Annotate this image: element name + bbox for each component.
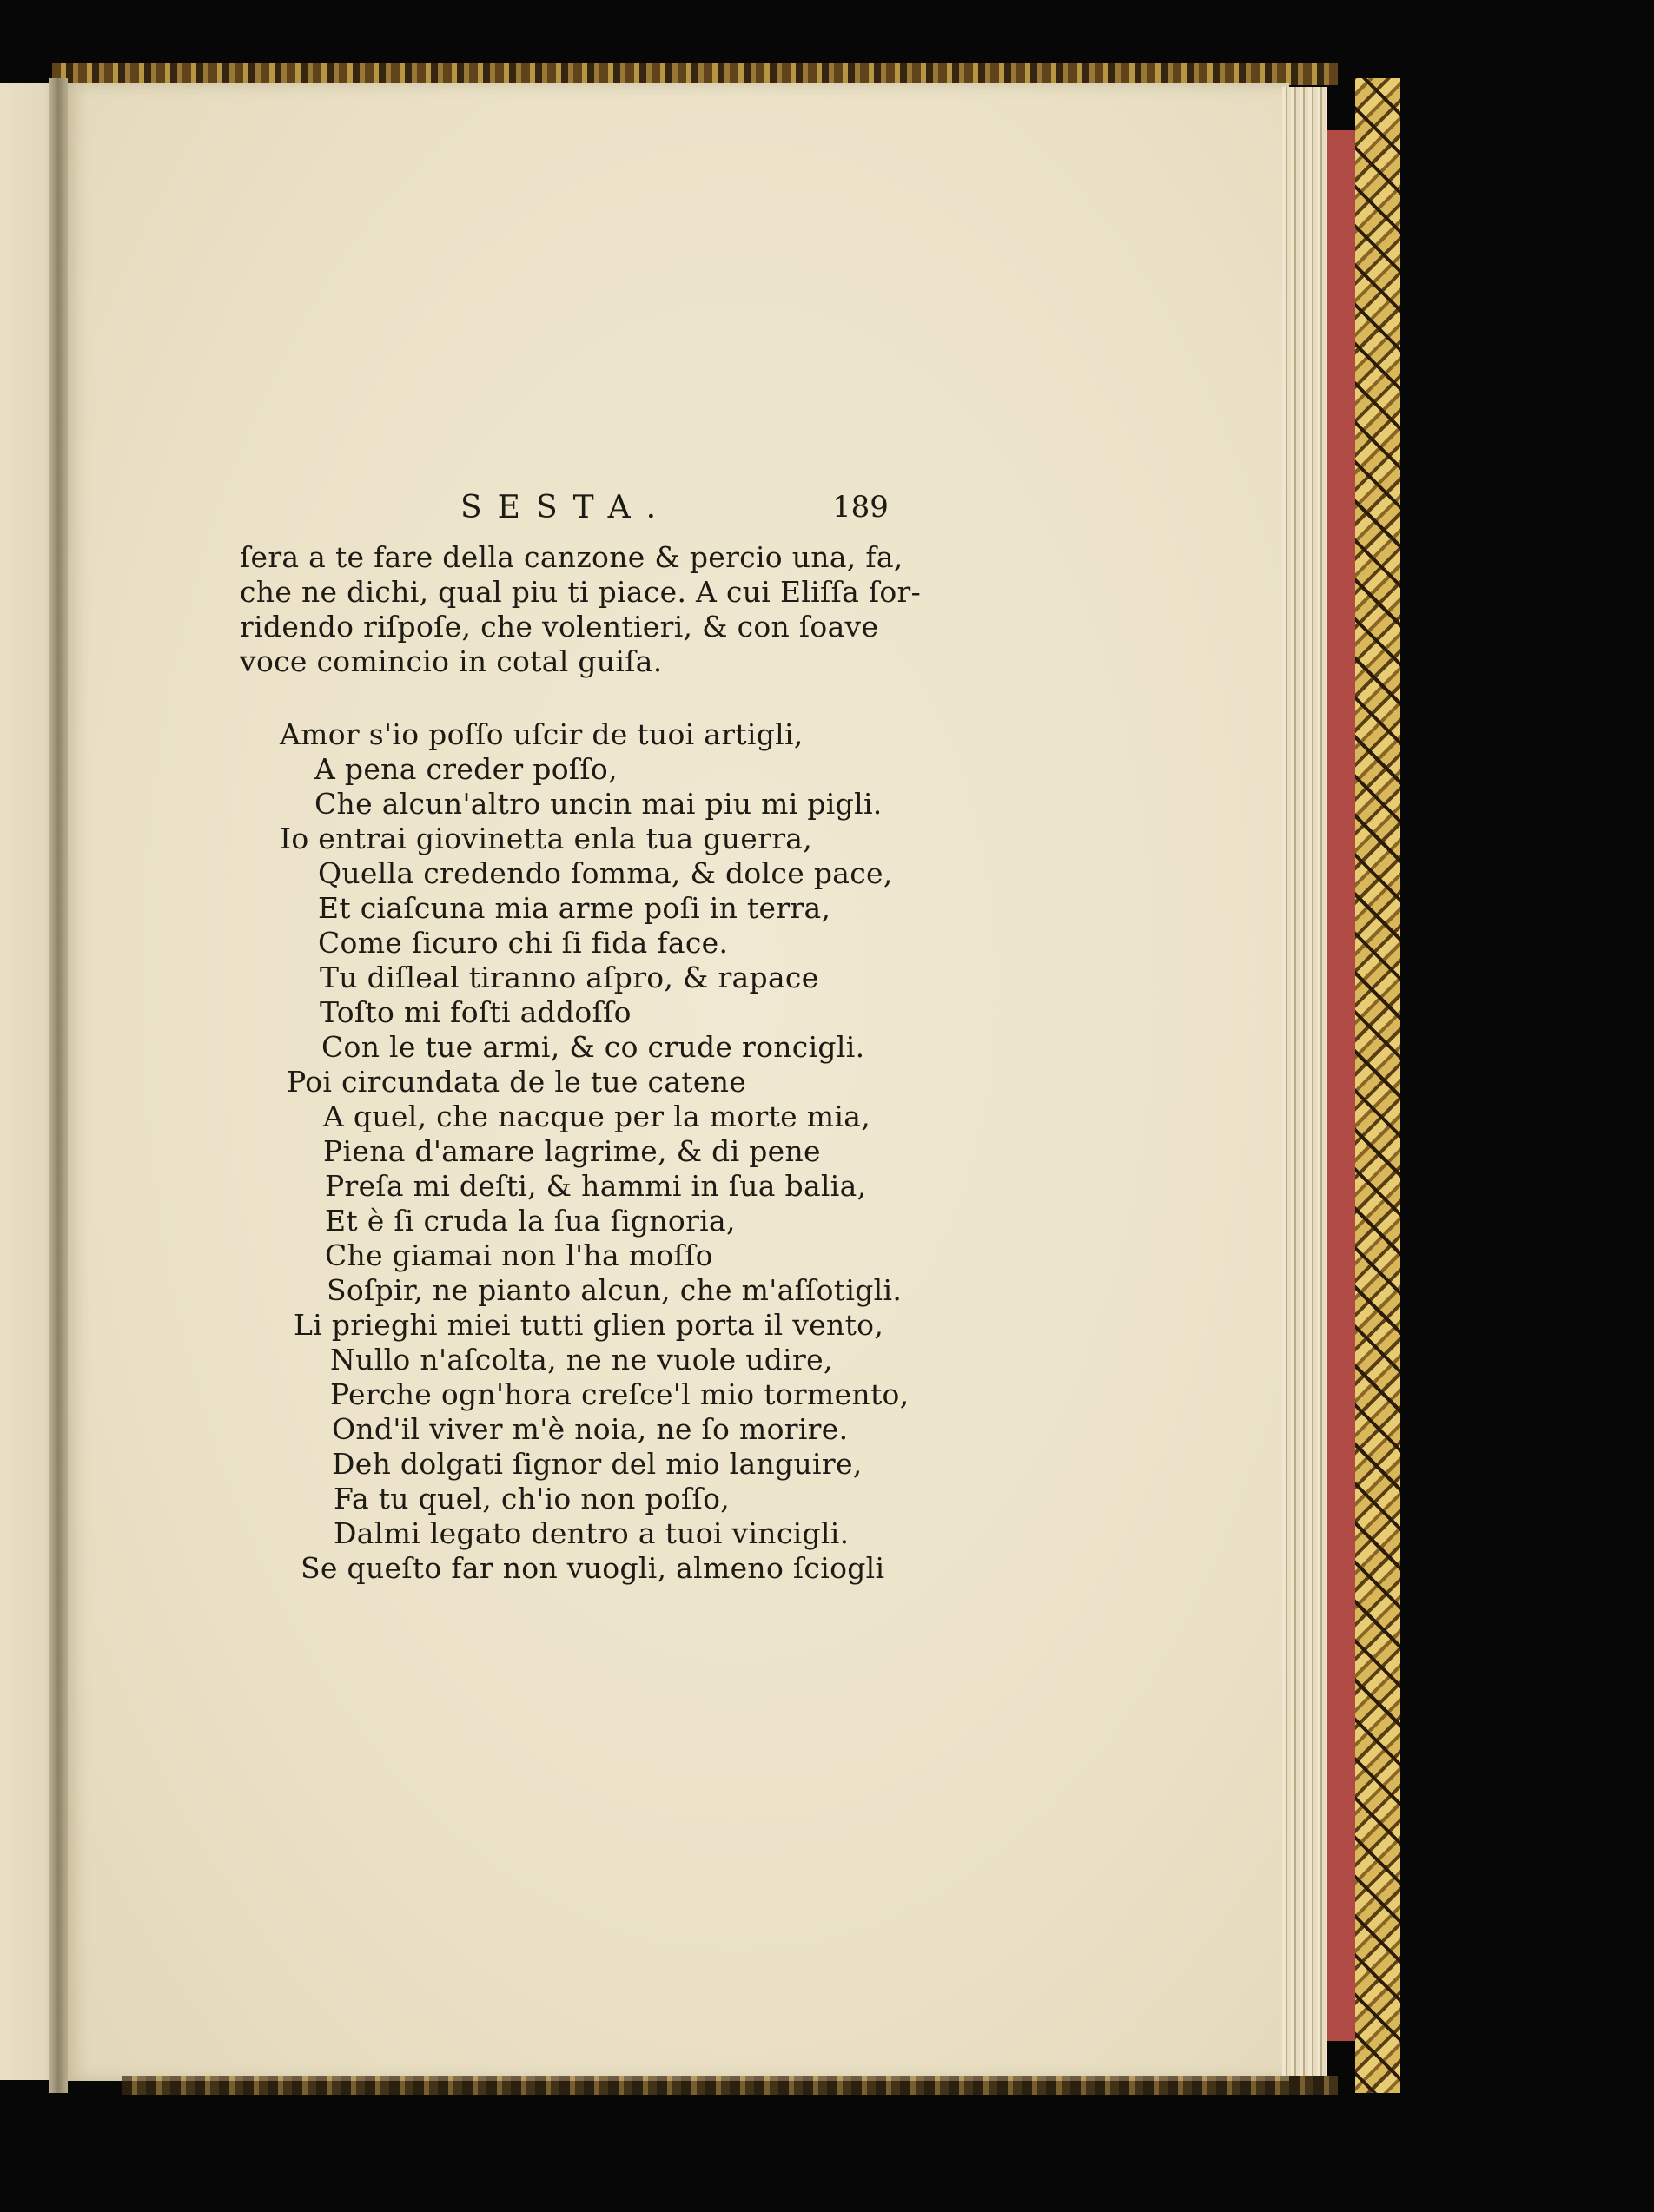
poem-line: Soſpir, ne pianto alcun, che m'aſſotigli. [327, 1273, 903, 1307]
running-head: SESTA. [460, 490, 672, 525]
poem-line: Preſa mi deſti, & hammi in ſua balia, [325, 1169, 867, 1203]
poem-line: A quel, che nacque per la morte mia, [323, 1099, 870, 1133]
poem-line: Amor s'io poſſo uſcir de tuoi artigli, [280, 717, 804, 751]
poem-line: Quella credendo ſomma, & dolce pace, [318, 856, 893, 890]
poem-line: Se queſto far non vuogli, almeno ſciogli [301, 1551, 885, 1585]
page-number: 189 [832, 490, 889, 525]
poem-line: Et è ſi cruda la ſua ſignoria, [325, 1204, 736, 1238]
poem-line: Con le tue armi, & co crude roncigli. [321, 1030, 865, 1064]
poem-line: Io entrai giovinetta enla tua guerra, [280, 822, 813, 855]
poem-line: Tu diſleal tiranno aſpro, & rapace [320, 961, 819, 994]
poem-line: Poi circundata de le tue catene [287, 1065, 747, 1099]
poem-line: Come ſicuro chi ſi fida face. [318, 926, 729, 960]
poem-line: Nullo n'aſcolta, ne ne vuole udire, [330, 1343, 833, 1377]
poem-line: Fa tu quel, ch'io non poſſo, [334, 1482, 731, 1515]
prose-line: ridendo riſpoſe, che volentieri, & con ſoave [240, 610, 879, 644]
poem-line: Perche ogn'hora creſce'l mio tormento, [330, 1377, 910, 1411]
prose-line: che ne dichi, qual piu ti piace. A cui Eliſſa ſor- [240, 575, 922, 609]
poem-line: Che giamai non l'ha moſſo [325, 1238, 713, 1272]
poem-line: Dalmi legato dentro a tuoi vincigli. [334, 1516, 850, 1550]
poem-line: Toſto mi foſti addoſſo [320, 995, 632, 1029]
prose-line: voce comincio in cotal guiſa. [240, 644, 663, 678]
poem-line: A pena creder poſſo, [314, 752, 618, 786]
poem-line: Li prieghi miei tutti glien porta il vento, [294, 1308, 884, 1342]
poem-line: Deh dolgati ſignor del mio languire, [332, 1447, 863, 1481]
poem-line: Et ciaſcuna mia arme poſi in terra, [318, 891, 831, 925]
prose-line: ſera a te fare della canzone & percio una, fa, [240, 540, 903, 574]
poem-line: Ond'il viver m'è noia, ne ſo morire. [332, 1412, 849, 1446]
poem-line: Piena d'amare lagrime, & di pene [323, 1134, 821, 1168]
poem-line: Che alcun'altro uncin mai piu mi pigli. [314, 787, 883, 821]
